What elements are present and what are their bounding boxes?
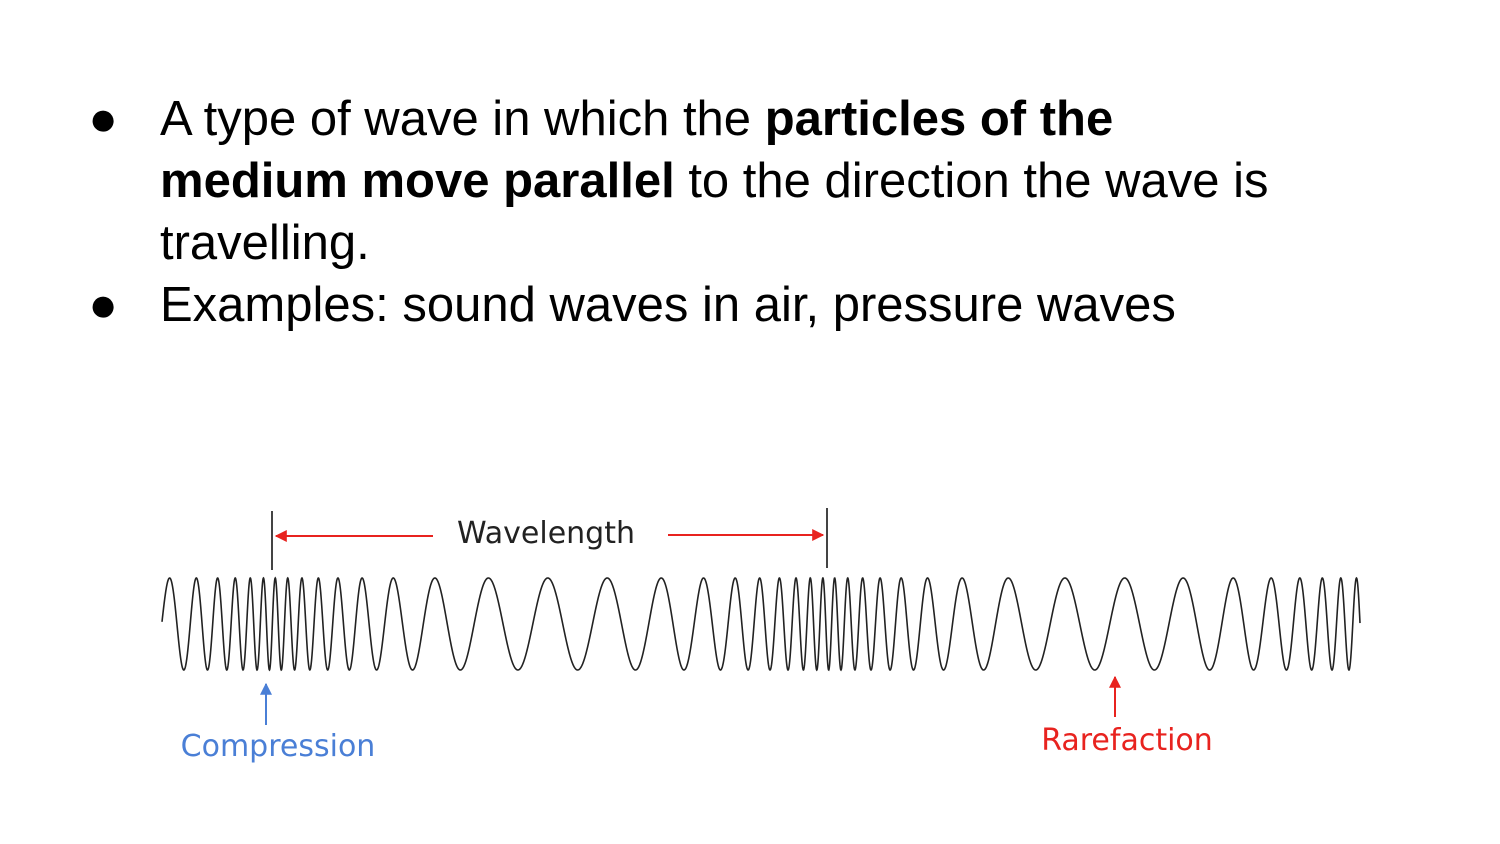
wavelength-label: Wavelength — [457, 516, 635, 551]
rarefaction-label: Rarefaction — [1041, 723, 1213, 758]
definition-text-bold: particles of the medium move parallel — [160, 92, 1114, 208]
longitudinal-wave — [162, 578, 1360, 670]
bullet-dot: ● — [88, 92, 118, 146]
definition-text-part-3: to the direction the wave is travelling. — [160, 154, 1269, 270]
examples-text: Examples: sound waves in air, pressure waves — [160, 278, 1176, 332]
bullet-dot: ● — [88, 278, 118, 332]
definition-text-part-1: A type of wave in which the — [160, 92, 765, 146]
compression-label: Compression — [180, 729, 376, 764]
